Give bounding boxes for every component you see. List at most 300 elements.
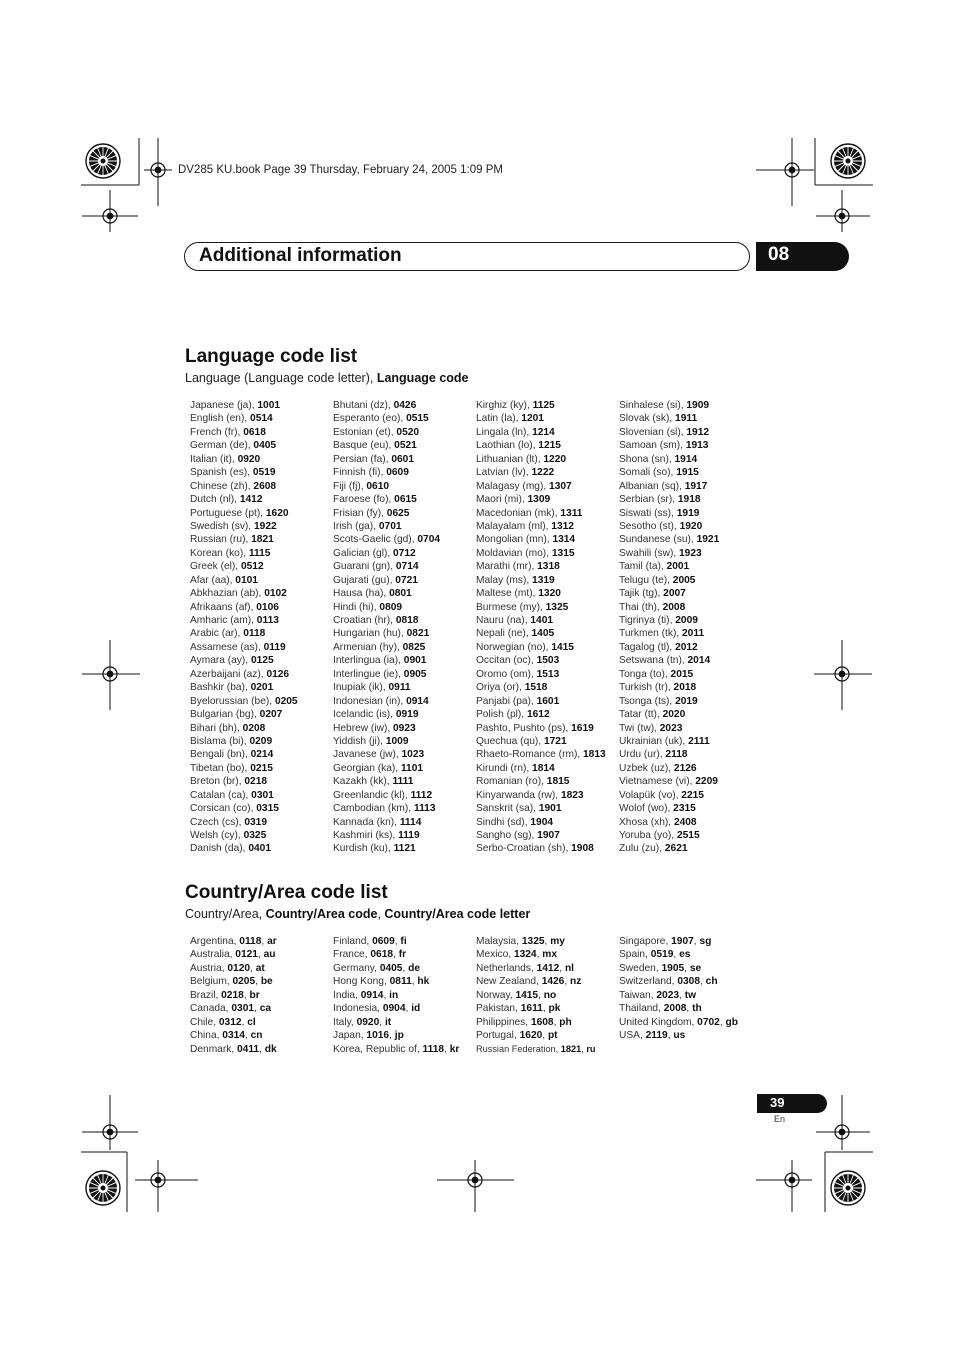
country-name: Argentina, [190, 936, 240, 947]
language-name: Sindhi (sd), [476, 816, 531, 828]
language-code: 1115 [248, 547, 271, 559]
country-code: 0121 [235, 949, 258, 961]
language-name: Hindi (hi), [333, 601, 380, 613]
language-entry [190, 587, 298, 600]
country-letter: ch [705, 976, 718, 988]
country-name: Philippines, [476, 1016, 531, 1028]
language-name: Sesotho (st), [619, 520, 680, 532]
language-code: 0519 [252, 467, 276, 479]
country-subtitle-sep: , [377, 907, 385, 921]
country-entry [190, 1016, 277, 1029]
country-name: Malaysia, [476, 936, 522, 947]
language-entry [476, 574, 606, 587]
language-code: 1312 [551, 520, 574, 532]
country-entry [619, 1002, 738, 1015]
language-code: 2621 [664, 843, 688, 855]
language-name: Guarani (gn), [333, 561, 396, 573]
language-entry [476, 614, 606, 627]
country-separator: , [667, 1030, 674, 1042]
country-name: Norway, [476, 989, 516, 1001]
language-code: 1318 [537, 561, 560, 573]
language-name: Yiddish (ji), [333, 735, 386, 747]
language-code: 2005 [672, 574, 696, 586]
language-code: 0101 [235, 574, 258, 586]
language-entry [619, 789, 719, 802]
language-name: German (de), [190, 440, 254, 452]
language-code: 1911 [675, 413, 698, 425]
language-name: Catalan (ca), [190, 789, 252, 801]
country-name: Germany, [333, 962, 380, 974]
language-name: Slovak (sk), [619, 413, 676, 425]
language-name: Shona (sn), [619, 453, 675, 465]
language-name: Spanish (es), [190, 467, 253, 479]
language-code: 1813 [583, 749, 606, 761]
language-entry [333, 789, 440, 802]
country-separator: , [542, 1003, 549, 1015]
language-name: Danish (da), [190, 843, 249, 855]
language-entry [333, 816, 440, 829]
language-name: Scots-Gaelic (gd), [333, 534, 418, 546]
language-entry [190, 641, 298, 654]
country-separator: , [244, 1030, 251, 1042]
language-name: Interlingua (ia), [333, 655, 404, 667]
country-separator: , [254, 1003, 260, 1015]
language-entry [476, 453, 606, 466]
language-code: 0319 [244, 816, 268, 828]
language-name: Kinyarwanda (rw), [476, 789, 561, 801]
language-code: 1111 [392, 776, 414, 788]
language-name: Thai (th), [619, 601, 663, 613]
language-name: Kazakh (kk), [333, 776, 393, 788]
country-entry [333, 935, 459, 948]
country-letter: at [255, 962, 265, 974]
language-name: Basque (eu), [333, 440, 395, 452]
language-entry [333, 560, 440, 573]
language-entry [190, 520, 298, 533]
language-name: English (en), [190, 413, 251, 425]
language-code: 0118 [243, 628, 266, 640]
language-code: 0515 [406, 413, 429, 425]
country-separator: , [259, 1043, 265, 1055]
country-entry [190, 975, 277, 988]
country-subtitle-text: Country/Area, [185, 907, 266, 921]
language-code: 1921 [696, 534, 720, 546]
language-name: Tigrinya (ti), [619, 615, 676, 626]
language-name: Latvian (lv), [476, 467, 532, 479]
language-entry [476, 748, 606, 761]
country-entry [619, 1029, 738, 1042]
language-code: 0208 [242, 722, 266, 734]
language-code: 0610 [366, 480, 390, 492]
language-code: 0214 [250, 749, 274, 761]
language-code: 2011 [682, 628, 705, 640]
language-entry [333, 641, 440, 654]
language-code: 0106 [256, 601, 279, 613]
language-entry [476, 412, 606, 425]
language-name: Turkmen (tk), [619, 628, 683, 640]
language-entry [476, 601, 606, 614]
language-name: Bashkir (ba), [190, 682, 251, 694]
language-name: Faroese (fo), [333, 494, 395, 506]
language-name: Laothian (lo), [476, 440, 539, 452]
language-code: 0426 [393, 400, 417, 411]
language-column-4 [619, 399, 719, 856]
language-entry [619, 439, 719, 452]
country-letter: fi [400, 936, 407, 947]
country-name: Chile, [190, 1016, 219, 1028]
language-code: 0119 [263, 641, 286, 653]
country-name: Belgium, [190, 976, 233, 988]
language-code: 0821 [406, 628, 430, 640]
language-entry [333, 507, 440, 520]
country-letter: ar [267, 936, 277, 947]
language-entry [333, 668, 440, 681]
country-name: Taiwan, [619, 989, 657, 1001]
country-entry [476, 1002, 596, 1015]
country-code: 1324 [513, 949, 537, 961]
language-name: Macedonian (mk), [476, 507, 561, 519]
language-entry [333, 466, 440, 479]
language-entry [190, 601, 298, 614]
country-letter: mx [542, 949, 558, 961]
language-name: Japanese (ja), [190, 400, 258, 411]
language-entry [476, 627, 606, 640]
language-name: Sanskrit (sa), [476, 803, 539, 815]
country-code: 0811 [389, 976, 412, 988]
language-code: 0920 [237, 453, 261, 465]
language-name: Tamil (ta), [619, 561, 667, 573]
country-separator: , [379, 1016, 385, 1028]
language-code: 0126 [266, 668, 290, 680]
country-letter: pk [548, 1003, 561, 1015]
language-entry [333, 614, 440, 627]
language-entry [619, 533, 719, 546]
language-name: Lithuanian (lt), [476, 453, 544, 465]
language-name: Twi (tw), [619, 722, 660, 734]
country-code: 1118 [422, 1043, 445, 1055]
country-entry [476, 1016, 596, 1029]
language-entry [619, 601, 719, 614]
language-entry [333, 426, 440, 439]
language-name: Nauru (na), [476, 615, 531, 626]
language-code: 1908 [571, 843, 594, 855]
country-entry [619, 975, 738, 988]
language-code: 0923 [393, 722, 416, 734]
language-entry [619, 722, 719, 735]
language-name: Sundanese (su), [619, 534, 697, 546]
language-name: Kashmiri (ks), [333, 830, 399, 841]
country-code: 2023 [656, 989, 680, 1001]
country-code: 0314 [222, 1030, 245, 1042]
language-name: Cambodian (km), [333, 803, 414, 815]
language-entry [333, 601, 440, 614]
country-entry [190, 1002, 277, 1015]
language-code: 1215 [538, 440, 561, 452]
country-letter: no [543, 989, 557, 1001]
language-code: 1114 [399, 816, 422, 828]
country-column-2 [333, 935, 459, 1056]
language-entry [333, 493, 440, 506]
country-letter: kr [449, 1043, 460, 1055]
print-slug: DV285 KU.book Page 39 Thursday, February 24, 2005 1:09 PM [178, 164, 503, 176]
country-name: Mexico, [476, 949, 514, 961]
language-entry [333, 439, 440, 452]
language-code: 2019 [675, 695, 698, 707]
language-name: Somali (so), [619, 467, 677, 479]
language-name: Korean (ko), [190, 547, 249, 559]
language-entry [476, 735, 606, 748]
language-name: Sinhalese (si), [619, 400, 687, 411]
language-code: 1913 [685, 440, 709, 452]
language-entry [619, 587, 719, 600]
country-code: 2008 [663, 1003, 687, 1015]
language-name: Assamese (as), [190, 641, 264, 653]
language-name: Siswati (ss), [619, 507, 677, 519]
language-name: Estonian (et), [333, 426, 397, 438]
language-code: 1912 [686, 426, 710, 438]
country-separator: , [544, 936, 551, 947]
language-entry [190, 654, 298, 667]
country-name: Austria, [190, 962, 228, 974]
country-code: 0519 [650, 949, 674, 961]
language-code: 1401 [530, 615, 554, 626]
language-entry [619, 614, 719, 627]
country-letter: se [689, 962, 702, 974]
language-name: Malay (ms), [476, 574, 533, 586]
country-entry [333, 989, 459, 1002]
language-entry [619, 466, 719, 479]
language-code: 1112 [410, 789, 433, 801]
country-separator: , [405, 1003, 412, 1015]
country-entry [190, 989, 277, 1002]
country-letter: cn [250, 1030, 263, 1042]
language-name: Armenian (hy), [333, 641, 403, 653]
language-entry [190, 668, 298, 681]
language-subtitle-text: Language (Language code letter), [185, 371, 377, 385]
language-name: Tajik (tg), [619, 588, 664, 600]
language-code: 2018 [673, 682, 697, 694]
language-entry [190, 816, 298, 829]
country-subtitle-bold-letter: Country/Area code letter [384, 907, 531, 921]
language-name: Quechua (qu), [476, 735, 544, 747]
language-code: 1214 [532, 426, 555, 438]
language-name: Chinese (zh), [190, 480, 254, 492]
language-code: 0911 [388, 682, 411, 694]
language-entry [476, 802, 606, 815]
language-entry [333, 829, 440, 842]
language-code: 1619 [571, 722, 594, 734]
language-name: Romanian (ro), [476, 776, 547, 788]
language-name: Hebrew (iw), [333, 722, 394, 734]
language-code: 0205 [274, 695, 298, 707]
language-code: 1503 [536, 655, 560, 667]
language-entry [333, 775, 440, 788]
country-name: Spain, [619, 949, 651, 961]
language-entry [619, 627, 719, 640]
language-subtitle-bold: Language code [376, 371, 469, 385]
country-entry [190, 935, 277, 948]
chapter-header [184, 242, 750, 271]
language-code: 1309 [527, 494, 551, 506]
country-code: 1426 [541, 976, 565, 988]
language-entry [333, 748, 440, 761]
language-name: Dutch (nl), [190, 494, 240, 506]
language-name: Swedish (sv), [190, 520, 254, 532]
country-name: Sweden, [619, 962, 662, 974]
language-code: 0201 [250, 682, 274, 694]
language-entry [190, 547, 298, 560]
country-letter: au [263, 949, 276, 961]
language-entry [619, 681, 719, 694]
language-entry [333, 453, 440, 466]
language-entry [190, 574, 298, 587]
language-code: 1923 [679, 547, 702, 559]
language-code: 0618 [243, 426, 266, 438]
country-letter: de [408, 962, 421, 974]
country-letter: sg [699, 936, 712, 947]
language-code: 0914 [406, 695, 429, 707]
language-code: 1513 [536, 668, 560, 680]
language-code: 2014 [687, 655, 711, 667]
language-entry [190, 748, 298, 761]
country-separator: , [243, 989, 250, 1001]
language-code: 0102 [264, 588, 287, 600]
language-code: 1113 [413, 803, 436, 815]
country-section-title: Country/Area code list [185, 882, 388, 903]
language-entry [190, 842, 298, 855]
language-name: Bulgarian (bg), [190, 709, 260, 721]
language-entry [190, 695, 298, 708]
country-column-3 [476, 935, 596, 1056]
language-name: Frisian (fy), [333, 507, 387, 519]
language-name: Xhosa (xh), [619, 816, 674, 828]
language-name: Polish (pl), [476, 709, 527, 721]
country-entry [333, 1002, 459, 1015]
language-entry [190, 480, 298, 493]
country-code: 0411 [237, 1043, 260, 1055]
language-entry [476, 507, 606, 520]
language-name: Uzbek (uz), [619, 762, 674, 774]
country-subtitle-bold-code: Country/Area code [265, 907, 378, 921]
country-code: 0904 [382, 1003, 406, 1015]
language-entry [333, 681, 440, 694]
language-code: 0207 [259, 709, 283, 721]
language-code: 1518 [524, 682, 548, 694]
country-letter: cl [247, 1016, 256, 1028]
language-entry [333, 480, 440, 493]
language-code: 2020 [662, 709, 686, 721]
language-name: Ukrainian (uk), [619, 735, 689, 747]
country-code: 0301 [231, 1003, 255, 1015]
language-entry [190, 708, 298, 721]
language-code: 1307 [549, 480, 572, 492]
language-code: 1917 [684, 480, 708, 492]
country-separator: , [693, 936, 700, 947]
country-separator: , [536, 949, 543, 961]
country-separator: , [700, 976, 706, 988]
language-code: 1922 [253, 520, 277, 532]
language-name: Oromo (om), [476, 668, 537, 680]
country-entry [190, 962, 277, 975]
language-code: 1901 [538, 803, 562, 815]
language-entry [476, 695, 606, 708]
country-code: 0609 [372, 936, 395, 947]
language-entry [619, 520, 719, 533]
language-name: Maltese (mt), [476, 588, 539, 600]
country-separator: , [686, 1003, 693, 1015]
country-section-subtitle [185, 907, 530, 921]
language-entry [476, 816, 606, 829]
country-entry [619, 989, 738, 1002]
language-entry [476, 399, 606, 412]
language-name: Kannada (kn), [333, 816, 400, 828]
language-name: Hausa (ha), [333, 588, 390, 600]
language-name: Turkish (tr), [619, 682, 674, 694]
language-name: Portuguese (pt), [190, 507, 266, 519]
language-name: Hungarian (hu), [333, 628, 407, 640]
country-letter: tw [684, 989, 697, 1001]
country-code: 0914 [360, 989, 384, 1001]
language-entry [619, 829, 719, 842]
country-separator: , [257, 949, 264, 961]
language-entry [190, 614, 298, 627]
country-code: 1016 [366, 1030, 390, 1042]
country-name: Indonesia, [333, 1003, 383, 1015]
country-code: 0205 [232, 976, 256, 988]
country-separator: , [581, 1043, 587, 1054]
chapter-number-tab [756, 242, 849, 271]
language-code: 1919 [676, 507, 700, 519]
country-separator: , [564, 976, 571, 988]
language-entry [333, 708, 440, 721]
language-entry [619, 426, 719, 439]
language-code: 1620 [265, 507, 289, 519]
language-code: 2015 [670, 668, 694, 680]
language-code: 0809 [379, 601, 403, 613]
language-entry [190, 681, 298, 694]
language-name: Kurdish (ku), [333, 843, 394, 855]
language-code: 0514 [250, 413, 273, 425]
country-code: 0218 [221, 989, 244, 1001]
language-code: 1601 [536, 695, 560, 707]
country-entry [333, 1043, 459, 1056]
language-code: 1821 [251, 534, 274, 546]
language-code: 1412 [239, 494, 263, 506]
country-code: 1907 [671, 936, 694, 947]
language-name: Pashto, Pushto (ps), [476, 722, 572, 734]
country-code: 0618 [370, 949, 394, 961]
language-code: 1121 [393, 843, 416, 855]
country-letter: it [384, 1016, 392, 1028]
language-entry [619, 775, 719, 788]
language-name: Maori (mi), [476, 494, 528, 506]
language-name: Mongolian (mn), [476, 534, 553, 546]
language-code: 2007 [663, 588, 686, 600]
language-code: 0325 [243, 830, 267, 841]
language-name: Tagalog (tl), [619, 641, 676, 653]
language-code: 0401 [248, 843, 271, 855]
language-name: Urdu (ur), [619, 749, 666, 761]
language-code: 1220 [543, 453, 567, 465]
language-code: 2209 [695, 776, 718, 788]
language-entry [476, 493, 606, 506]
language-name: Greek (el), [190, 561, 241, 573]
country-name: Canada, [190, 1003, 232, 1015]
country-entry [476, 935, 596, 948]
country-entry [476, 989, 596, 1002]
language-entry [476, 708, 606, 721]
language-section-title: Language code list [185, 346, 358, 367]
